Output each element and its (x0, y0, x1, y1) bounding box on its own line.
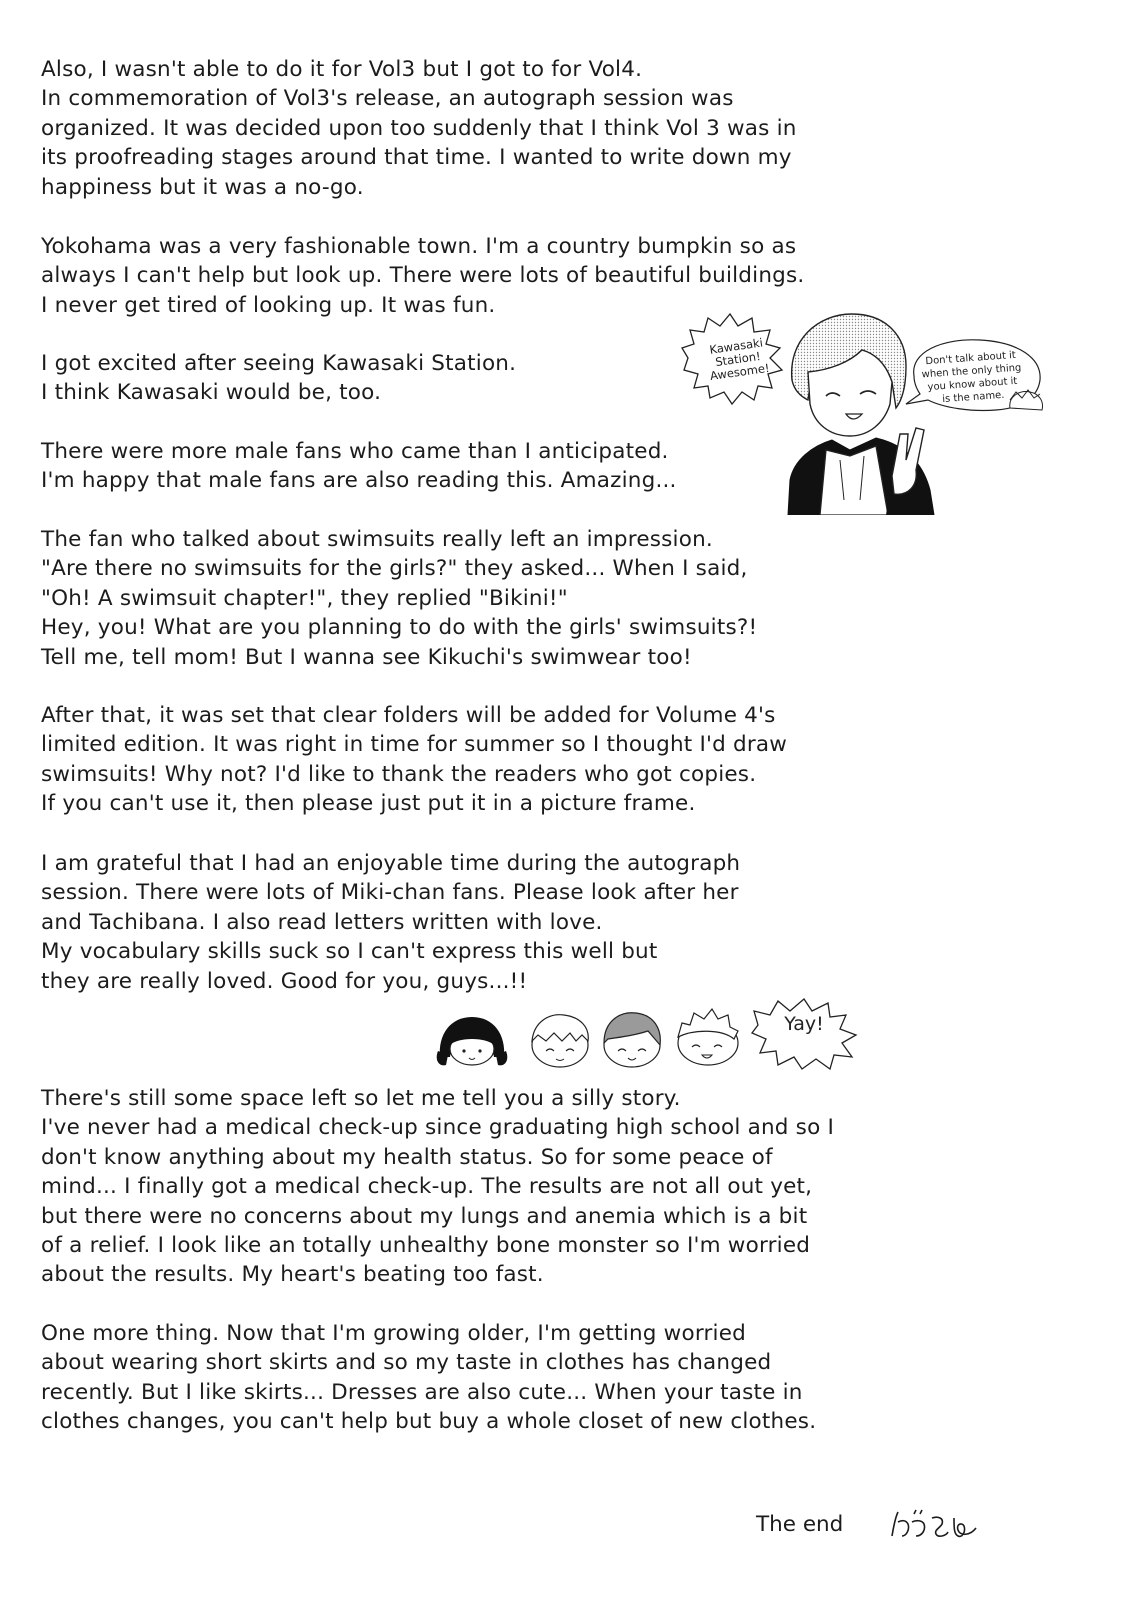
chibi-face-tone-hair (604, 1013, 660, 1067)
paragraph-male-fans: There were more male fans who came than I anticipated. I'm happy that male fans are also reading this. Amazing... (41, 439, 677, 494)
paragraph-swimsuits: The fan who talked about swimsuits really left an impression. "Are there no swimsuits for the girls?" they asked... When I said, "Oh! A swimsuit chapter!", they replied "Bikini!" Hey, you! What are you planning to do with the girls' swimsuits?! Tell me, tell mom! But I wanna see Kikuchi's swimwear too! (41, 527, 758, 670)
chibi-faces-row (436, 995, 866, 1070)
paragraph-clothes-taste: One more thing. Now that I'm growing older, I'm getting worried about wearing short skirts and so my taste in clothes has changed recently. But I like skirts... Dresses are also cute... When your taste in clothes changes, you can't help but buy a whole closet of new clothes. (41, 1321, 817, 1435)
author-signature (888, 1506, 980, 1542)
speech-bubble-left-text: Kawasaki Station! Awesome! (708, 335, 771, 383)
paragraph-kawasaki: I got excited after seeing Kawasaki Station. I think Kawasaki would be, too. (41, 351, 517, 406)
chibi-face-spiky-hair (678, 1009, 738, 1065)
signature-drawing (888, 1506, 980, 1542)
character-drawing (680, 300, 1060, 515)
paragraph-gratitude: I am grateful that I had an enjoyable time during the autograph session. There were lots of Miki-chan fans. Please look after her and Tachibana. I also read letters written with love. My vocabulary skills suck so I can't express this well but they are really loved. Good for you, guys...!! (41, 851, 741, 994)
character-illustration (680, 300, 1060, 515)
yay-bubble-text: Yay! (784, 1013, 824, 1035)
the-end-text: The end (756, 1512, 844, 1537)
chibi-face-miki (437, 1017, 508, 1065)
paragraph-yokohama: Yokohama was a very fashionable town. I'm a country bumpkin so as always I can't help but look up. There were lots of beautiful buildings. I never get tired of looking up. It was fun. (41, 234, 805, 318)
paragraph-autograph-session: Also, I wasn't able to do it for Vol3 but I got to for Vol4. In commemoration of Vol3's release, an autograph session was organized. It was decided upon too suddenly that I think Vol 3 was in its proofreading stages around that time. I wanted to write down my happiness but it was a no-go. (41, 57, 797, 200)
paragraph-medical-checkup: There's still some space left so let me tell you a silly story. I've never had a medical check-up since graduating high school and so I don't know anything about my health status. So for some peace of mind... I finally got a medical check-up. The results are not all out yet, but there were no concerns about my lungs and anemia which is a bit of a relief. I look like an totally unhealthy bone monster so I'm worried about the results. My heart's beating too fast. (41, 1086, 835, 1288)
speech-bubble-right-text: Don't talk about it when the only thing you know about it is the name. (921, 349, 1022, 406)
paragraph-clear-folders: After that, it was set that clear folders will be added for Volume 4's limited edition. It was right in time for summer so I thought I'd draw swimsuits! Why not? I'd like to thank the readers who got copies. If you can't use it, then please just put it in a picture frame. (41, 703, 788, 817)
chibi-face-light-hair (532, 1015, 588, 1067)
